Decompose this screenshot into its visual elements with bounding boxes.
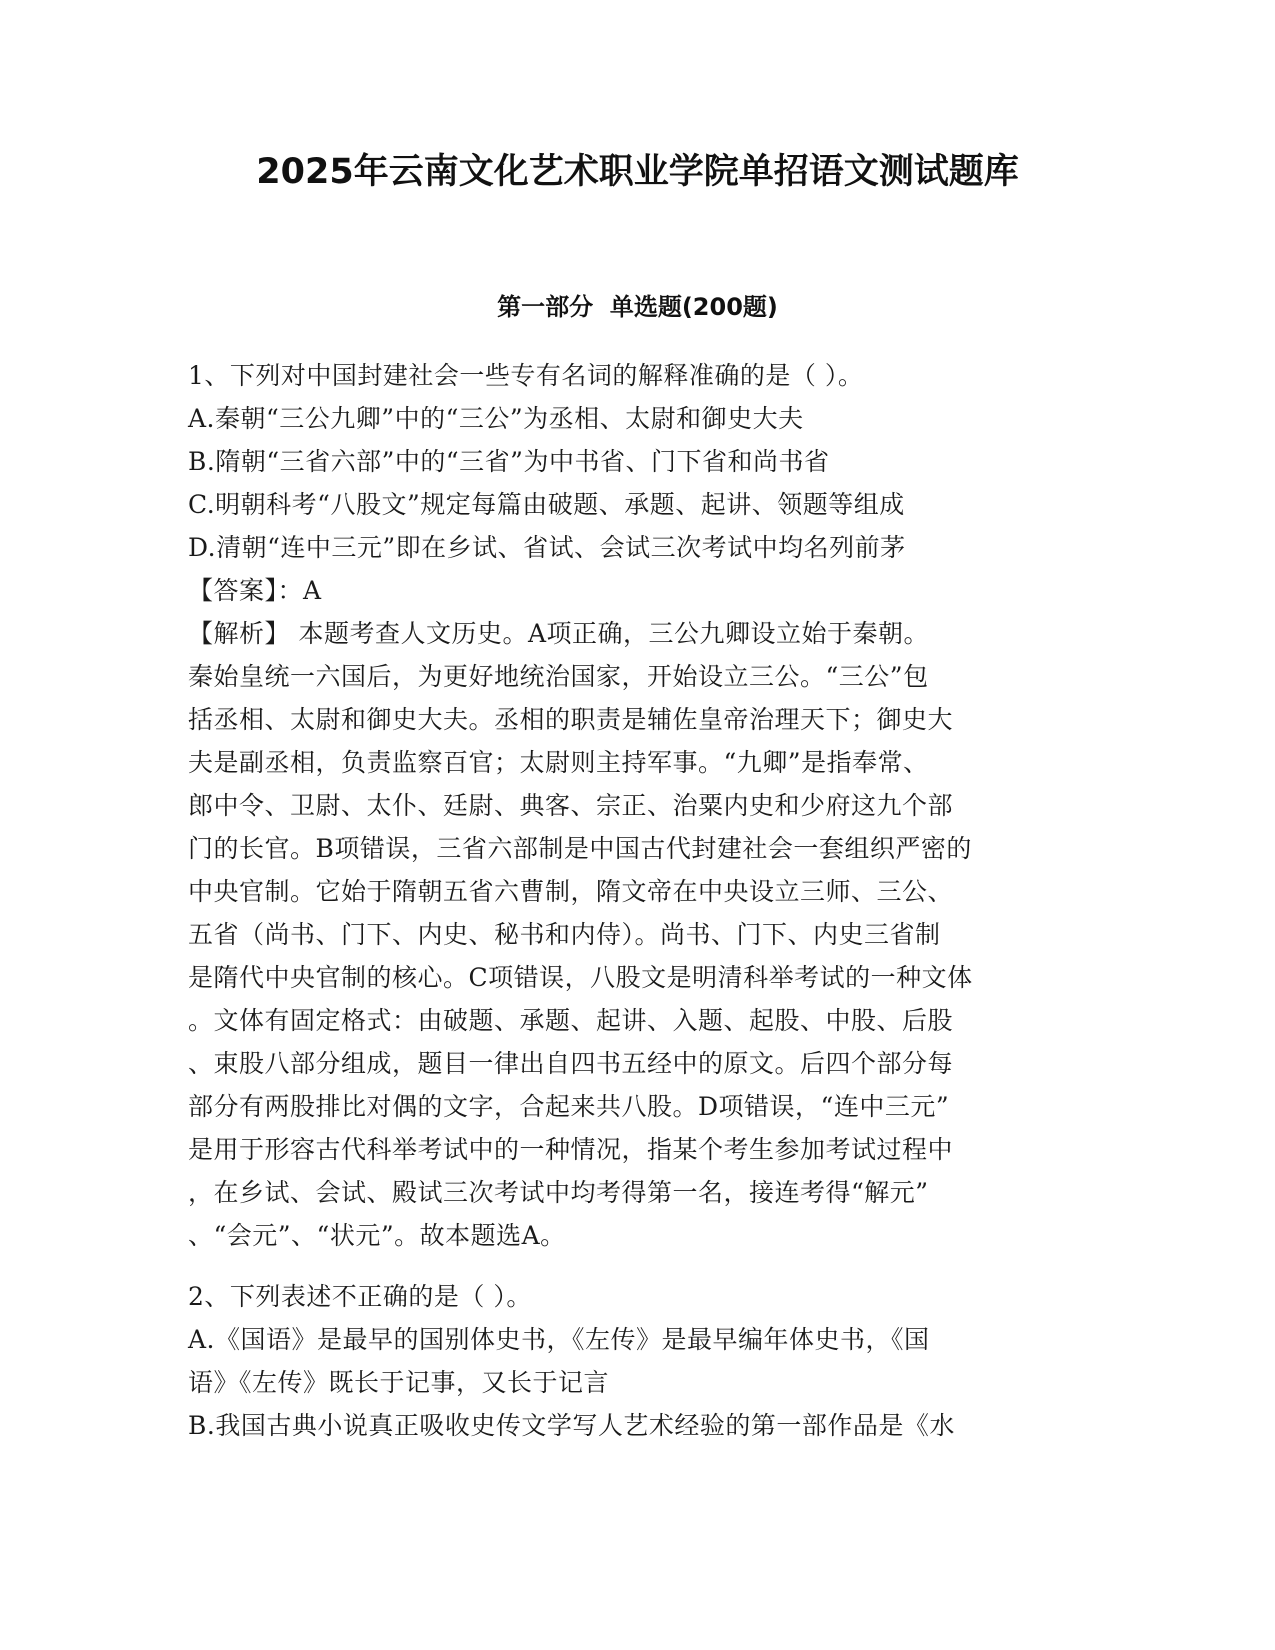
- question-1-explanation-line: 【解析】 本题考查人文历史。A项正确，三公九卿设立始于秦朝。: [188, 619, 930, 648]
- section-heading: 第一部分 单选题(200题): [497, 293, 778, 321]
- question-2-option-a: A.《国语》是最早的国别体史书，《左传》是最早编年体史书，《国: [188, 1325, 930, 1354]
- question-2: [188, 1275, 1088, 1447]
- question-1-explanation-line: 部分有两股排比对偶的文字，合起来共八股。D项错误，“连中三元”: [188, 1092, 950, 1121]
- question-spacer: [188, 1257, 1088, 1275]
- question-1-explanation-line: 、“会元”、“状元”。故本题选A。: [188, 1221, 566, 1250]
- question-1-stem: 1、下列对中国封建社会一些专有名词的解释准确的是（ ）。: [188, 361, 864, 390]
- question-1-explanation-line: 括丞相、太尉和御史大夫。丞相的职责是辅佐皇帝治理天下；御史大: [188, 705, 954, 734]
- question-1-explanation-line: 中央官制。它始于隋朝五省六曹制，隋文帝在中央设立三师、三公、: [188, 877, 954, 906]
- question-2-option-a-cont: 语》《左传》既长于记事，又长于记言: [188, 1368, 610, 1397]
- question-list: [188, 354, 1088, 1447]
- question-1-explanation-line: 秦始皇统一六国后，为更好地统治国家，开始设立三公。“三公”包: [188, 662, 929, 691]
- question-1-explanation-line: 郎中令、卫尉、太仆、廷尉、典客、宗正、治粟内史和少府这九个部: [188, 791, 954, 820]
- question-1-answer: 【答案】：A: [188, 576, 322, 605]
- question-1: [188, 354, 1088, 1257]
- question-2-stem: 2、下列表述不正确的是（ ）。: [188, 1282, 532, 1311]
- question-1-option-a: A.秦朝“三公九卿”中的“三公”为丞相、太尉和御史大夫: [188, 404, 804, 433]
- question-2-option-b: B.我国古典小说真正吸收史传文学写人艺术经验的第一部作品是《水: [188, 1411, 955, 1440]
- question-1-option-d: D.清朝“连中三元”即在乡试、省试、会试三次考试中均名列前茅: [188, 533, 906, 562]
- question-1-explanation-line: 、束股八部分组成，题目一律出自四书五经中的原文。后四个部分每: [188, 1049, 954, 1078]
- question-1-explanation-line: ，在乡试、会试、殿试三次考试中均考得第一名，接连考得“解元”: [188, 1178, 929, 1207]
- page-title: 2025年云南文化艺术职业学院单招语文测试题库: [256, 152, 1019, 192]
- question-1-option-c: C.明朝科考“八股文”规定每篇由破题、承题、起讲、领题等组成: [188, 490, 905, 519]
- question-1-explanation-line: 是隋代中央官制的核心。C项错误，八股文是明清科举考试的一种文体: [188, 963, 973, 992]
- question-1-option-b: B.隋朝“三省六部”中的“三省”为中书省、门下省和尚书省: [188, 447, 830, 476]
- question-1-explanation-line: 是用于形容古代科举考试中的一种情况，指某个考生参加考试过程中: [188, 1135, 954, 1164]
- question-1-explanation-line: 。文体有固定格式：由破题、承题、起讲、入题、起股、中股、后股: [188, 1006, 954, 1035]
- question-1-explanation-line: 五省（尚书、门下、内史、秘书和内侍）。尚书、门下、内史三省制: [188, 920, 941, 949]
- question-1-explanation-line: 门的长官。B项错误，三省六部制是中国古代封建社会一套组织严密的: [188, 834, 972, 863]
- question-1-explanation-line: 夫是副丞相，负责监察百官；太尉则主持军事。“九卿”是指奉常、: [188, 748, 929, 777]
